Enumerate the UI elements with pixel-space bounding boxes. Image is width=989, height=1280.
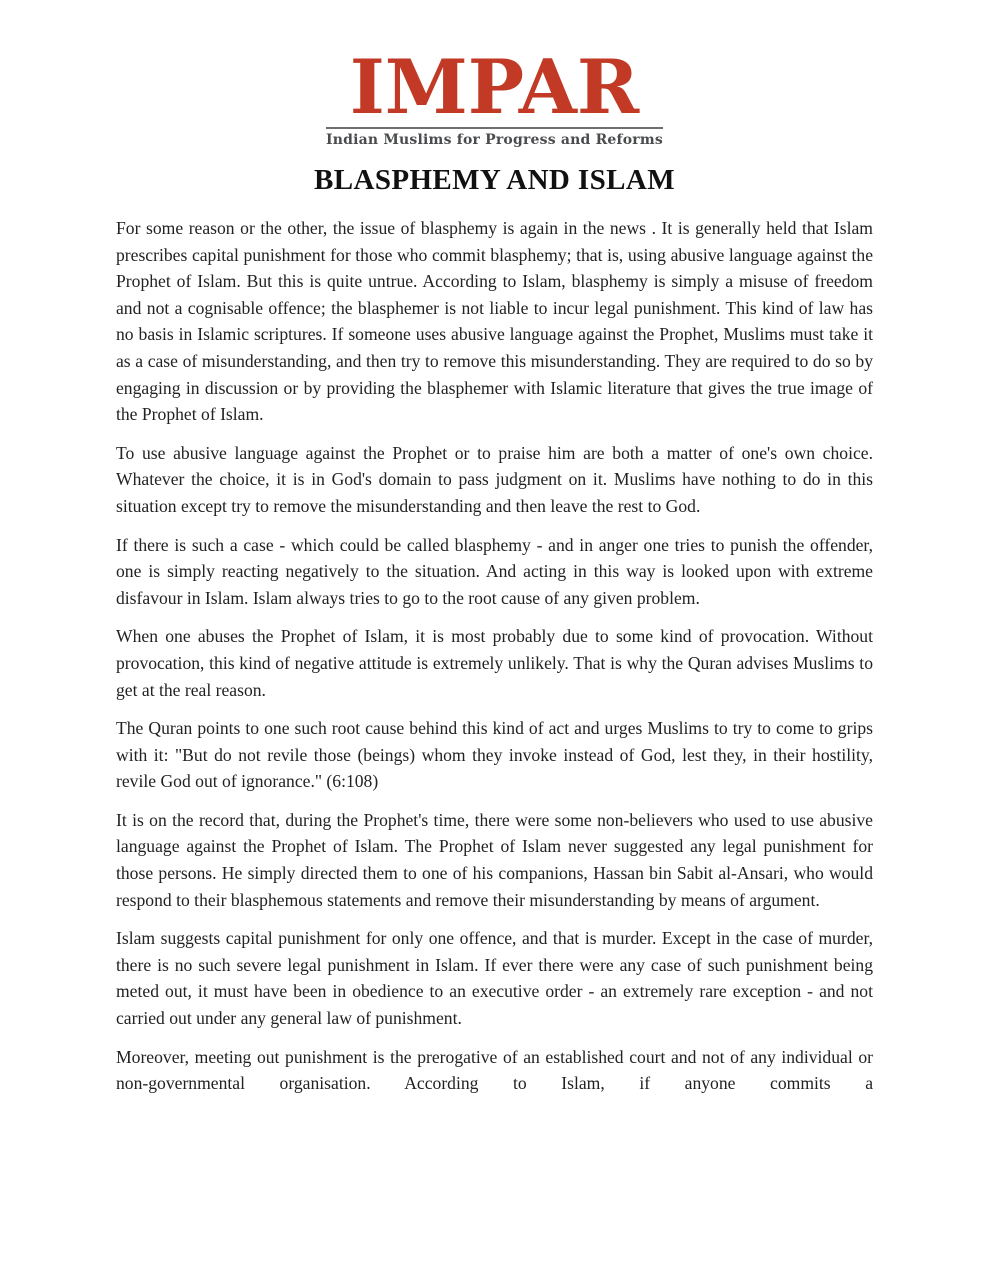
article-paragraph: For some reason or the other, the issue of blasphemy is again in the news . It is generally held that Islam prescribes capital punishment for those who commit blasphemy; that is, using abusive language against the Prophet of Islam. But this is quite untrue. According to Islam, blasphemy is simply a misuse of freedom and not a cognisable offence; the blasphemer is not liable to incur legal punishment. This kind of law has no basis in Islamic scriptures. If someone uses abusive language against the Prophet, Muslims must take it as a case of misunderstanding, and then try to remove this misunderstanding. They are required to do so by engaging in discussion or by providing the blasphemer with Islamic literature that gives the true image of the Prophet of Islam. bbox=[116, 218, 873, 425]
article-paragraph: When one abuses the Prophet of Islam, it is most probably due to some kind of provocation. Without provocation, this kind of negative attitude is extremely unlikely. That is why the Quran advises Muslims to get at the real reason. bbox=[116, 626, 873, 700]
logo-header bbox=[0, 43, 989, 149]
impar-logo-tagline: Indian Muslims for Progress and Reforms bbox=[326, 132, 663, 148]
article-paragraph: Islam suggests capital punishment for only one offence, and that is murder. Except in the case of murder, there is no such severe legal punishment in Islam. If ever there were any case of such punishment being meted out, it must have been in obedience to an executive order - an extremely rare exception - and not carried out under any general law of punishment. bbox=[116, 928, 873, 1029]
article-paragraph: To use abusive language against the Prophet or to praise him are both a matter of one's own choice. Whatever the choice, it is in God's domain to pass judgment on it. Muslims have nothing to do in this situation except try to remove the misunderstanding and then leave the rest to God. bbox=[116, 442, 873, 516]
page-title: BLASPHEMY AND ISLAM bbox=[313, 164, 675, 196]
article-paragraph: If there is such a case - which could be called blasphemy - and in anger one tries to punish the offender, one is simply reacting negatively to the situation. And acting in this way is looked upon with extreme disfavour in Islam. Islam always tries to go to the root cause of any given problem. bbox=[116, 534, 873, 608]
impar-logo-wordmark: IMPAR bbox=[349, 43, 640, 131]
article-body bbox=[116, 215, 873, 1097]
impar-logo bbox=[326, 43, 663, 148]
article-paragraph-continued: Moreover, meeting out punishment is the prerogative of an established court and not of any individual or non-governmental organisation. According to Islam, if anyone commits a bbox=[116, 1046, 873, 1094]
article-paragraph: The Quran points to one such root cause behind this kind of act and urges Muslims to try to come to grips with it: "But do not revile those (beings) whom they invoke instead of God, lest they, in their hostility, revile God out of ignorance." (6:108) bbox=[116, 718, 873, 792]
article-paragraph: It is on the record that, during the Prophet's time, there were some non-believers who used to use abusive language against the Prophet of Islam. The Prophet of Islam never suggested any legal punishment for those persons. He simply directed them to one of his companions, Hassan bin Sabit al-Ansari, who would respond to their blasphemous statements and remove their misunderstanding by means of argument. bbox=[116, 809, 873, 910]
